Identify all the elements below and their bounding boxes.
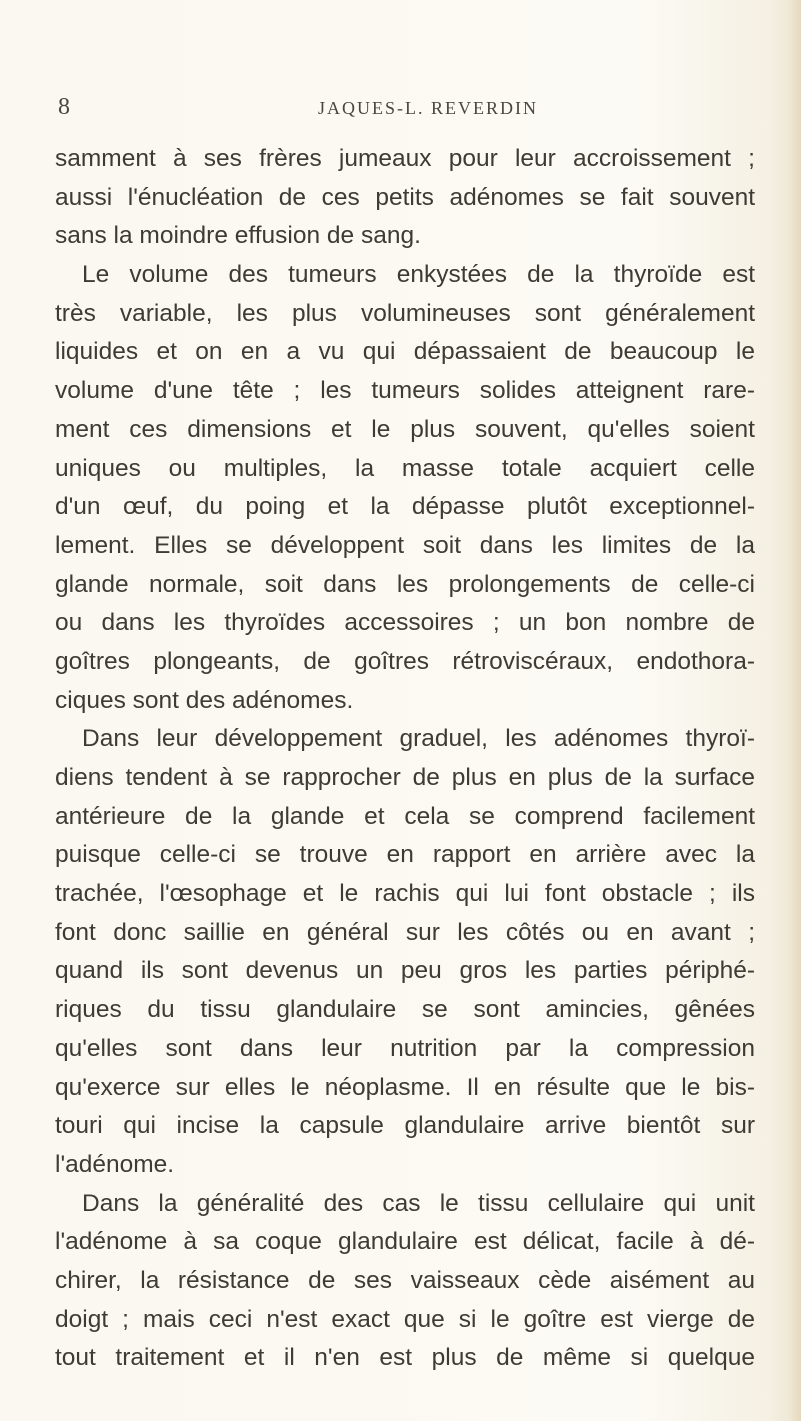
text-line: tout traitement et il n'en est plus de même si quelque	[55, 1344, 755, 1372]
text-line: Dans la généralité des cas le tissu cellulaire qui unit	[82, 1189, 755, 1217]
running-head: JAQUES-L. REVERDIN	[318, 98, 538, 118]
text-line: quand ils sont devenus un peu gros les parties périphé-	[55, 957, 755, 985]
page-edge-shadow	[789, 0, 801, 1421]
text-line: d'un œuf, du poing et la dépasse plutôt exceptionnel-	[55, 493, 755, 521]
text-line: aussi l'énucléation de ces petits adénomes se fait souvent	[55, 183, 755, 211]
text-line: ment ces dimensions et le plus souvent, qu'elles soient	[55, 415, 755, 443]
text-line: qu'elles sont dans leur nutrition par la compression	[55, 1034, 755, 1062]
text-line: lement. Elles se développent soit dans les limites de la	[55, 531, 755, 559]
page-number: 8	[58, 94, 70, 120]
text-line: ciques sont des adénomes.	[55, 686, 354, 714]
text-line: doigt ; mais ceci n'est exact que si le goître est vierge de	[55, 1305, 755, 1333]
text-line: touri qui incise la capsule glandulaire arrive bientôt sur	[55, 1112, 755, 1140]
text-line: sans la moindre effusion de sang.	[55, 222, 421, 250]
text-line: très variable, les plus volumineuses sont généralement	[55, 299, 755, 327]
text-line: Le volume des tumeurs enkystées de la thyroïde est	[82, 261, 755, 289]
text-line: trachée, l'œsophage et le rachis qui lui font obstacle ; ils	[55, 880, 755, 908]
text-line: diens tendent à se rapprocher de plus en plus de la surface	[55, 764, 755, 791]
text-line: font donc saillie en général sur les côtés ou en avant ;	[55, 918, 755, 946]
text-line: ou dans les thyroïdes accessoires ; un bon nombre de	[55, 609, 755, 637]
text-line: l'adénome à sa coque glandulaire est délicat, facile à dé-	[55, 1228, 755, 1256]
text-line: goîtres plongeants, de goîtres rétroviscéraux, endothora-	[55, 647, 755, 675]
text-line: antérieure de la glande et cela se comprend facilement	[55, 802, 755, 830]
text-line: samment à ses frères jumeaux pour leur accroissement ;	[55, 145, 755, 172]
body-text	[55, 140, 755, 1378]
text-line: glande normale, soit dans les prolongements de celle-ci	[55, 570, 755, 598]
text-line: Dans leur développement graduel, les adénomes thyroï-	[82, 725, 755, 753]
text-line: volume d'une tête ; les tumeurs solides atteignent rare-	[55, 377, 755, 405]
page-header	[0, 92, 801, 122]
text-line: uniques ou multiples, la masse totale acquiert celle	[55, 454, 755, 482]
text-line: qu'exerce sur elles le néoplasme. Il en résulte que le bis-	[55, 1073, 755, 1101]
text-line: chirer, la résistance de ses vaisseaux cède aisément au	[55, 1266, 755, 1294]
text-line: puisque celle-ci se trouve en rapport en arrière avec la	[55, 841, 755, 869]
text-line: liquides et on en a vu qui dépassaient de beaucoup le	[55, 338, 755, 366]
text-line: riques du tissu glandulaire se sont amincies, gênées	[55, 996, 755, 1024]
text-line: l'adénome.	[55, 1150, 175, 1178]
